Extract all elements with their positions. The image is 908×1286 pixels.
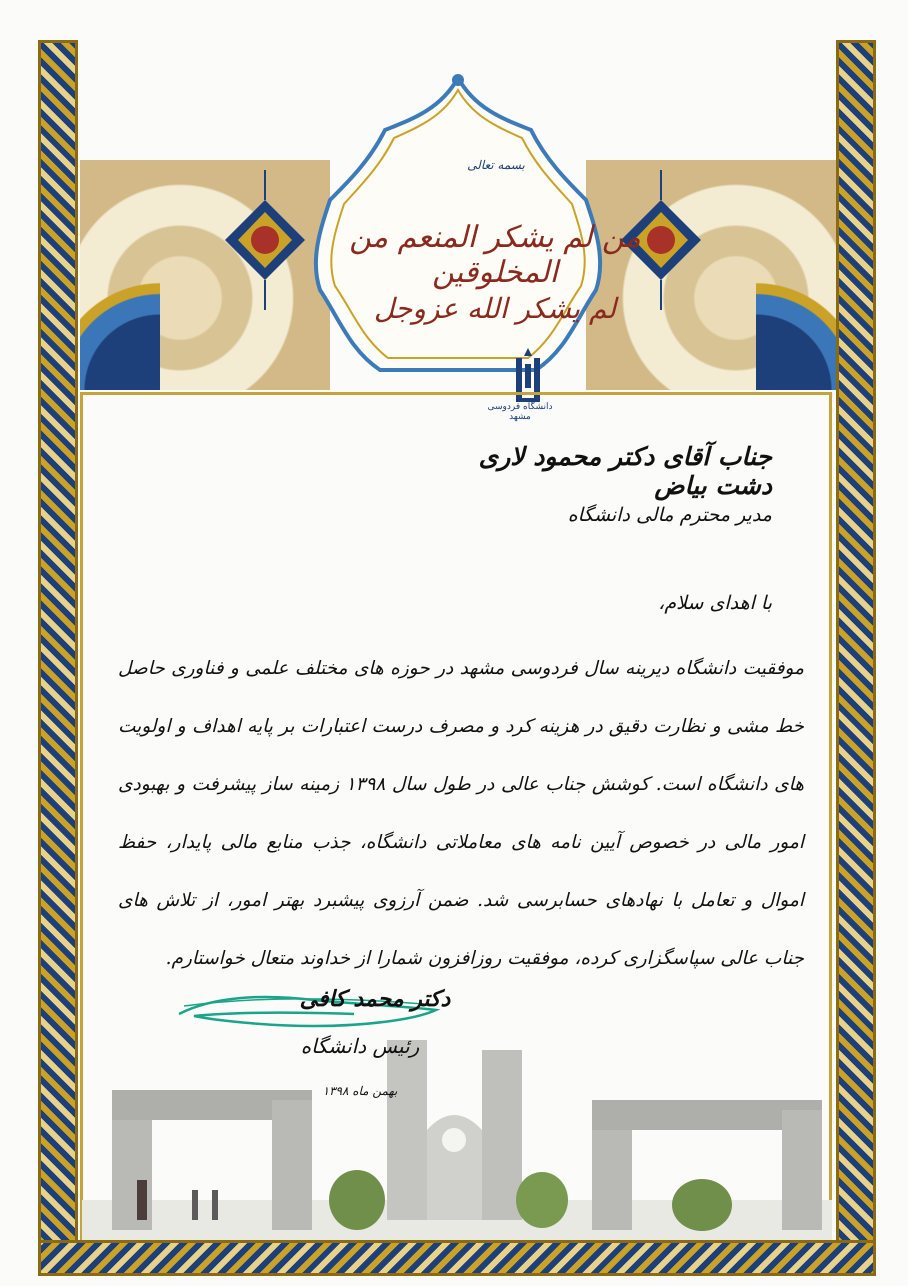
letter-body: موفقیت دانشگاه دیرینه سال فردوسی مشهد در حوزه های مختلف علمی و فناوری حاصل خط مشی و نظارت دقیق در هزینه کرد و مصرف درست اعتبارات بر پایه اهداف و اولویت های دانشگاه است. کوشش جناب عالی در طول سال ۱۳۹۸ زمینه ساز پیشرفت و بهبودی امور مالی در خصوص آیین نامه های معاملاتی دانشگاه، جذب منابع مالی پایدار، حفظ اموال و تعامل با نهادهای حسابرسی شد. ضمن آرزوی پیشبرد بهتر امور، از تلاش های جناب عالی سپاسگزاری کرده، موفقیت روزافزون شمارا از خداوند متعال خواستارم. — [118, 658, 805, 969]
ornamental-header — [80, 40, 836, 422]
rosette-ornament-left — [220, 170, 310, 310]
ornamental-border-right — [836, 40, 876, 1276]
verse-line-1: من لم یشکر المنعم من المخلوقین — [349, 220, 641, 290]
campus-gate-illustration — [82, 1040, 832, 1240]
arch-ornament-left — [80, 280, 160, 390]
recipient-name: جناب آقای دکتر محمود لاری دشت بیاض — [478, 442, 772, 500]
logo-caption: دانشگاه فردوسی مشهد — [487, 402, 553, 422]
verse-line-2: لم یشکر الله عزوجل — [373, 292, 617, 325]
signer-title: رئیس دانشگاه — [300, 1034, 420, 1058]
bismillah-text: بسمه تعالی — [467, 158, 525, 172]
arch-ornament-right — [756, 280, 836, 390]
letter-date: بهمن ماه ۱۳۹۸ — [322, 1084, 398, 1098]
recipient-position: مدیر محترم مالی دانشگاه — [567, 504, 772, 526]
ornamental-border-bottom — [38, 1240, 876, 1276]
signer-name: دکتر محمد کافی — [299, 986, 451, 1012]
greeting-line: با اهدای سلام، — [658, 592, 772, 614]
ornamental-border-left — [38, 40, 78, 1276]
